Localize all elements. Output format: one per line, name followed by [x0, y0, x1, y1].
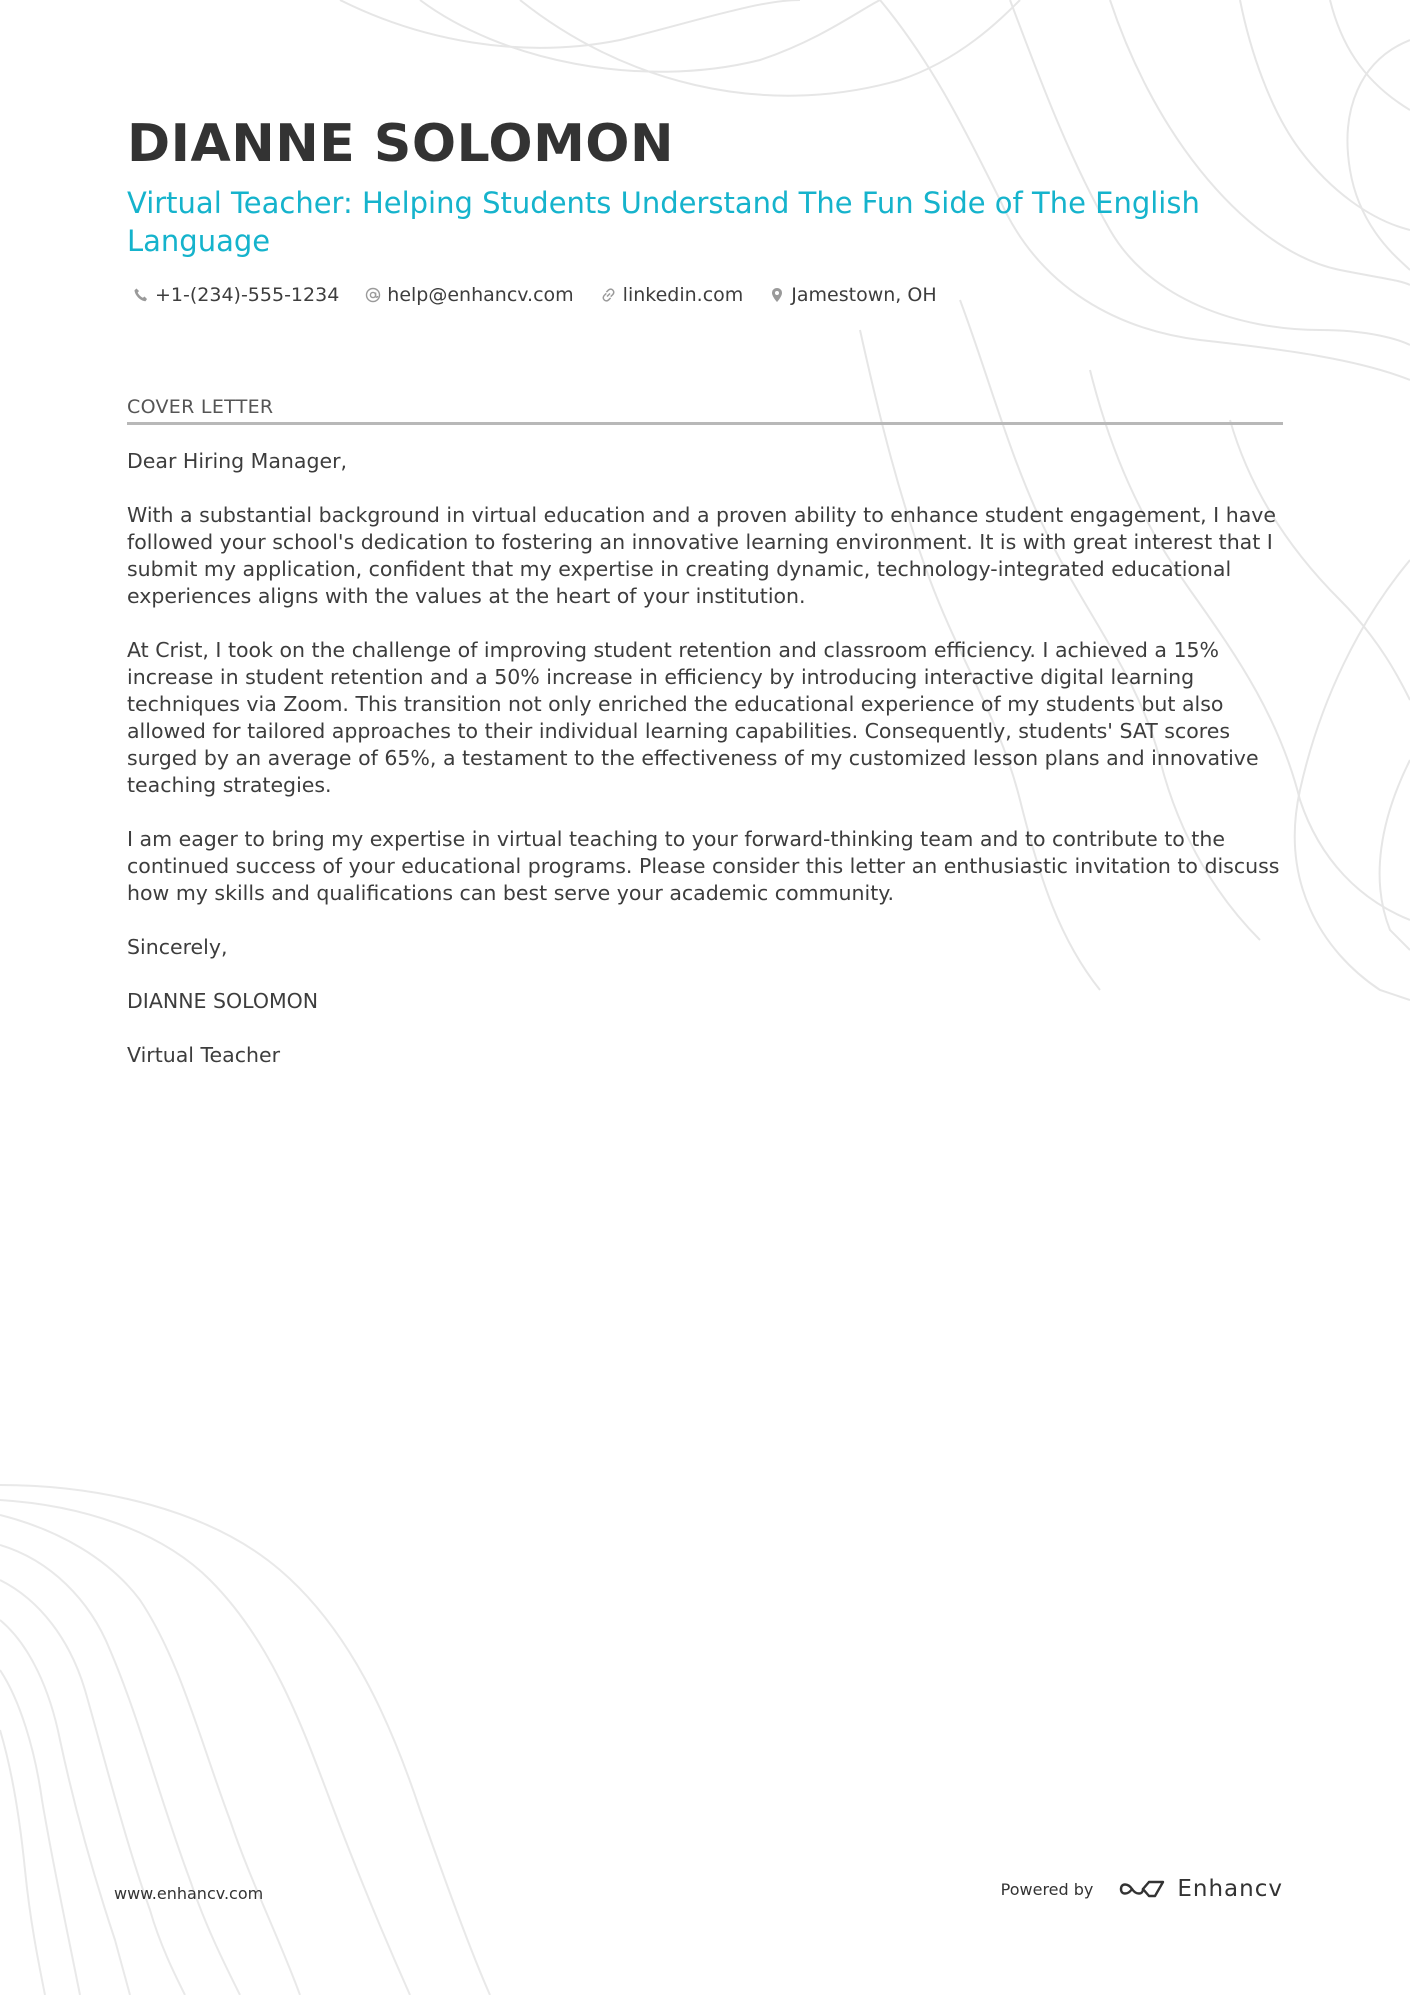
contact-info-row: [133, 282, 963, 308]
letter-signature-title: Virtual Teacher: [127, 1043, 281, 1067]
footer-powered-by: [1001, 1876, 1283, 1902]
contact-location: [769, 282, 936, 308]
link-icon: [600, 287, 617, 303]
contact-location-text: Jamestown, OH: [791, 284, 937, 306]
letter-paragraph-3: I am eager to bring my expertise in virtual teaching to your forward-thinking team and to contribute to the continued success of your educational programs. Please consider this letter an enthusiastic invitation to discuss how my skills and qualifications can best serve your academic community.: [127, 827, 1280, 905]
letter-body: [127, 448, 1287, 1096]
contact-phone-text: +1-(234)-555-1234: [155, 284, 340, 306]
footer-website-link[interactable]: www.enhancv.com: [114, 1884, 264, 1903]
enhancv-brand-link[interactable]: [1119, 1876, 1283, 1902]
contact-email-text: help@enhancv.com: [387, 284, 574, 306]
letter-paragraph-2: At Crist, I took on the challenge of improving student retention and classroom efficiency. I achieved a 15% increase in student retention and a 50% increase in efficiency by introducing interactive digital learning techniques via Zoom. This transition not only enriched the educational experience of my students but also allowed for tailored approaches to their individual learning capabilities. Consequently, students' SAT scores surged by an average of 65%, a testament to the effectiveness of my customized lesson plans and innovative teaching strategies.: [127, 638, 1259, 797]
contact-link-text: linkedin.com: [622, 284, 744, 306]
letter-greeting: Dear Hiring Manager,: [127, 449, 348, 473]
letter-paragraph-1: With a substantial background in virtual education and a proven ability to enhance student engagement, I have followed your school's dedication to fostering an innovative learning environment. It is with great interest that I submit my application, confident that my expertise in creating dynamic, technology-integrated educational experiences aligns with the values at the heart of your institution.: [127, 503, 1277, 608]
enhancv-brand-text: Enhancv: [1177, 1876, 1283, 1902]
letter-signature-name: DIANNE SOLOMON: [127, 989, 319, 1013]
contact-link: [600, 282, 744, 308]
contact-phone: [133, 282, 339, 308]
powered-by-label: Powered by: [1000, 1879, 1094, 1899]
phone-icon: [133, 287, 149, 303]
location-pin-icon: [769, 287, 785, 303]
section-title-cover-letter: COVER LETTER: [127, 394, 1283, 425]
candidate-name: DIANNE SOLOMON: [127, 114, 675, 174]
letter-closing: Sincerely,: [127, 935, 228, 959]
candidate-headline: Virtual Teacher: Helping Students Understand The Fun Side of The English Language: [127, 186, 1200, 258]
at-icon: [365, 287, 381, 303]
contact-email: [365, 282, 573, 308]
enhancv-logo-icon: [1119, 1878, 1165, 1900]
